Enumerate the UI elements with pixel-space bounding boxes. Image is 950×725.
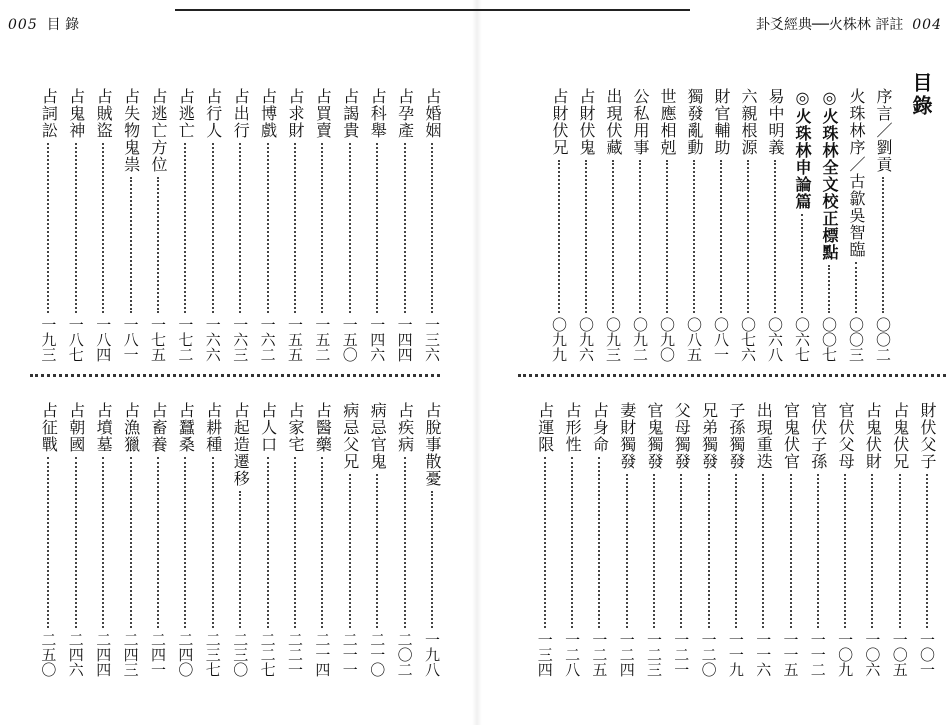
toc-entry-title: 占朝國 <box>66 402 86 453</box>
toc-entry-title: 占征戰 <box>39 402 59 453</box>
toc-leader-dots <box>666 160 668 313</box>
toc-leader-dots <box>720 160 722 313</box>
toc-entry-title: 出現重迭 <box>754 402 774 470</box>
toc-entry-page: 二四三 <box>121 632 140 677</box>
toc-entry <box>754 402 772 677</box>
toc-entry <box>820 88 838 362</box>
toc-entry-title: 妻財獨發 <box>617 402 637 470</box>
toc-entry <box>313 402 331 677</box>
toc-entry <box>94 88 112 362</box>
toc-leader-dots <box>431 491 433 628</box>
toc-entry <box>618 402 636 677</box>
toc-entry <box>918 402 936 677</box>
toc-entry <box>176 402 194 677</box>
toc-entry-page: 二四一 <box>149 632 167 677</box>
toc-leader-dots <box>598 457 600 628</box>
toc-entry <box>577 88 595 362</box>
toc-entry-page: 一一二 <box>808 632 827 677</box>
toc-entry-title: 父母獨發 <box>672 402 692 470</box>
toc-entry-page: 一二三 <box>645 632 663 677</box>
toc-entry-page: 〇九二 <box>631 317 649 362</box>
toc-entry-title: ◎火珠林全文校正標點 <box>820 88 839 261</box>
right-section-divider <box>518 374 946 377</box>
right-running-title: 卦爻經典──火株林 評註 <box>756 17 904 33</box>
toc-entry <box>739 88 757 362</box>
toc-leader-dots <box>75 143 77 313</box>
left-running-title: 目 錄 <box>46 17 80 33</box>
toc-entry <box>341 402 359 677</box>
toc-entry-title: 易中明義 <box>766 88 785 156</box>
toc-entry-page: 二三七 <box>203 632 222 677</box>
toc-entry <box>94 402 112 677</box>
right-page-number: 004 <box>912 17 942 33</box>
toc-entry-title: 占醫藥 <box>313 402 333 453</box>
toc-entry-title: 占失物鬼祟 <box>121 88 141 173</box>
toc-entry-page: 二一〇 <box>368 632 387 677</box>
toc-entry <box>259 88 277 362</box>
toc-leader-dots <box>882 177 884 313</box>
toc-leader-dots <box>267 143 269 313</box>
toc-entry-page: 一一六 <box>754 632 773 677</box>
toc-entry-title: ◎火珠林申論篇 <box>793 88 812 210</box>
toc-leader-dots <box>680 474 682 628</box>
toc-entry <box>863 402 881 677</box>
toc-entry <box>396 402 414 677</box>
toc-entry-page: 一五〇 <box>340 317 359 362</box>
toc-leader-dots <box>212 143 214 313</box>
left-page-header <box>8 14 79 34</box>
toc-entry-title: 占婚姻 <box>423 88 442 139</box>
toc-entry-page: 一三六 <box>423 317 441 362</box>
toc-entry <box>396 88 414 362</box>
toc-entry-page: 二三〇 <box>231 632 250 677</box>
toc-entry <box>313 88 331 362</box>
toc-entry-title: 官鬼獨發 <box>645 402 664 470</box>
toc-entry <box>727 402 745 677</box>
toc-leader-dots <box>157 457 159 628</box>
toc-entry <box>423 402 441 677</box>
toc-entry-page: 一二四 <box>617 632 636 677</box>
toc-entry-title: 占人口 <box>258 402 278 453</box>
toc-entry <box>604 88 622 362</box>
toc-leader-dots <box>239 143 241 313</box>
toc-entry <box>809 402 827 677</box>
toc-entry <box>286 88 304 362</box>
toc-entry <box>847 88 865 362</box>
toc-entry <box>782 402 800 677</box>
toc-entry-title: 占孕產 <box>395 88 415 139</box>
toc-entry-page: 一九八 <box>423 632 441 677</box>
toc-leader-dots <box>349 143 351 313</box>
toc-entry-title: 占出行 <box>231 88 251 139</box>
toc-entry-page: 一〇五 <box>890 632 909 677</box>
toc-entry-page: 一九三 <box>39 317 58 362</box>
toc-leader-dots <box>130 177 132 313</box>
toc-entry-page: 二一一 <box>340 632 359 677</box>
header-rule <box>175 9 690 11</box>
toc-entry <box>368 88 386 362</box>
toc-leader-dots <box>102 143 104 313</box>
toc-leader-dots <box>47 457 49 628</box>
toc-entry <box>563 402 581 677</box>
toc-entry-page: 一六六 <box>203 317 222 362</box>
toc-entry <box>39 402 57 677</box>
toc-entry-page: 一四六 <box>368 317 387 362</box>
toc-leader-dots <box>431 143 433 313</box>
toc-entry-title: 火珠林序／古歙吳智臨 <box>847 88 866 258</box>
toc-entry-title: 病忌父兄 <box>340 402 360 470</box>
toc-entry-page: 〇六八 <box>766 317 784 362</box>
toc-entry-title: 占疾病 <box>395 402 415 453</box>
toc-leader-dots <box>267 457 269 628</box>
toc-entry-page: 二五〇 <box>39 632 58 677</box>
toc-entry <box>204 402 222 677</box>
toc-entry-title: 占科舉 <box>368 88 388 139</box>
toc-entry <box>341 88 359 362</box>
toc-leader-dots <box>639 160 641 313</box>
toc-leader-dots <box>571 457 573 628</box>
toc-entry <box>590 402 608 677</box>
toc-leader-dots <box>828 265 830 313</box>
toc-entry <box>259 402 277 677</box>
left-section-divider <box>30 374 440 377</box>
toc-entry-title: 占運限 <box>535 402 555 453</box>
toc-entry-title: 財伏父子 <box>918 402 937 470</box>
toc-entry <box>550 88 568 362</box>
toc-leader-dots <box>708 474 710 628</box>
book-spine <box>472 0 482 725</box>
toc-entry <box>766 88 784 362</box>
toc-leader-dots <box>75 457 77 628</box>
toc-entry-page: 一〇六 <box>863 632 882 677</box>
toc-entry-page: 一一五 <box>781 632 800 677</box>
toc-entry-page: 一二五 <box>590 632 609 677</box>
toc-entry-page: 二四六 <box>66 632 85 677</box>
toc-entry-title: 世應相剋 <box>658 88 677 156</box>
toc-leader-dots <box>376 143 378 313</box>
toc-entry <box>39 88 57 362</box>
toc-leader-dots <box>321 143 323 313</box>
toc-leader-dots <box>404 457 406 628</box>
toc-entry-title: 占身命 <box>590 402 610 453</box>
toc-entry <box>231 88 249 362</box>
toc-leader-dots <box>817 474 819 628</box>
toc-entry-page: 二二七 <box>258 632 277 677</box>
toc-leader-dots <box>376 474 378 628</box>
toc-entry-page: 一〇一 <box>918 632 936 677</box>
toc-entry-title: 占財伏兄 <box>550 88 569 156</box>
toc-entry-page: 〇九六 <box>577 317 595 362</box>
toc-entry-page: 一七二 <box>176 317 195 362</box>
toc-entry-page: 一五二 <box>313 317 332 362</box>
toc-entry-page: 一一九 <box>726 632 745 677</box>
toc-leader-dots <box>212 457 214 628</box>
toc-entry-title: 占墳墓 <box>94 402 114 453</box>
toc-entry <box>176 88 194 362</box>
toc-entry <box>631 88 649 362</box>
toc-entry-page: 〇六七 <box>793 317 811 362</box>
toc-leader-dots <box>294 143 296 313</box>
toc-entry-page: 一二一 <box>672 632 691 677</box>
toc-entry <box>536 402 554 677</box>
toc-entry-page: 二一四 <box>313 632 332 677</box>
toc-entry <box>712 88 730 362</box>
toc-entry-title: 占漁獵 <box>121 402 141 453</box>
toc-entry-title: 六親根源 <box>739 88 758 156</box>
toc-leader-dots <box>321 457 323 628</box>
toc-entry-page: 一八四 <box>94 317 113 362</box>
toc-entry-page: 〇七六 <box>739 317 757 362</box>
toc-entry-title: 占形性 <box>563 402 583 453</box>
toc-leader-dots <box>239 491 241 628</box>
toc-leader-dots <box>157 177 159 313</box>
toc-entry-page: 一三四 <box>535 632 554 677</box>
toc-entry-page: 〇九三 <box>604 317 622 362</box>
toc-leader-dots <box>747 160 749 313</box>
toc-entry-page: 一四四 <box>395 317 414 362</box>
toc-entry <box>149 88 167 362</box>
toc-leader-dots <box>294 457 296 628</box>
toc-entry-title: 占脫事散憂 <box>423 402 442 487</box>
toc-leader-dots <box>871 474 873 628</box>
toc-leader-dots <box>693 160 695 313</box>
toc-entry <box>231 402 249 677</box>
toc-leader-dots <box>184 143 186 313</box>
toc-leader-dots <box>47 143 49 313</box>
toc-entry <box>122 88 140 362</box>
toc-entry-page: 二〇二 <box>395 632 414 677</box>
toc-entry-page: 一八七 <box>66 317 85 362</box>
toc-entry-page: 二四〇 <box>176 632 195 677</box>
toc-entry-page: 〇〇二 <box>874 317 892 362</box>
toc-entry-title: 占耕種 <box>203 402 223 453</box>
toc-entry-title: 占買賣 <box>313 88 333 139</box>
toc-entry-title: 公私用事 <box>631 88 650 156</box>
toc-entry-title: 官伏子孫 <box>808 402 828 470</box>
toc-leader-dots <box>184 457 186 628</box>
toc-leader-dots <box>801 214 803 313</box>
toc-leader-dots <box>626 474 628 628</box>
toc-entry <box>874 88 892 362</box>
toc-entry-title: 占賊盜 <box>94 88 114 139</box>
toc-entry-page: 二四四 <box>94 632 113 677</box>
toc-entry-title: 官鬼伏官 <box>781 402 801 470</box>
toc-entry <box>423 88 441 362</box>
toc-entry-title: 序言／劉貢 <box>874 88 893 173</box>
toc-entry <box>672 402 690 677</box>
toc-entry-title: 占求財 <box>286 88 305 139</box>
toc-leader-dots <box>404 143 406 313</box>
toc-entry-page: 一二〇 <box>699 632 718 677</box>
toc-entry-title: 占鬼伏財 <box>863 402 883 470</box>
toc-entry <box>836 402 854 677</box>
toc-entry-title: 占博戲 <box>258 88 278 139</box>
toc-leader-dots <box>585 160 587 313</box>
toc-entry <box>793 88 811 362</box>
toc-entry-page: 〇八五 <box>685 317 703 362</box>
toc-entry <box>645 402 663 677</box>
toc-entry-page: 一六三 <box>231 317 250 362</box>
toc-entry-title: 占家宅 <box>286 402 305 453</box>
toc-entry <box>891 402 909 677</box>
toc-entry-title: 占詞訟 <box>39 88 59 139</box>
toc-entry-page: 一八一 <box>121 317 140 362</box>
toc-entry-page: 一六二 <box>258 317 277 362</box>
toc-entry-title: 占謁貴 <box>340 88 360 139</box>
toc-entry <box>149 402 167 677</box>
toc-entry-page: 〇〇三 <box>847 317 865 362</box>
toc-entry-title: 占財伏鬼 <box>577 88 596 156</box>
toc-entry <box>204 88 222 362</box>
toc-entry <box>286 402 304 677</box>
toc-entry-title: 病忌官鬼 <box>368 402 388 470</box>
toc-leader-dots <box>130 457 132 628</box>
toc-entry-title: 占鬼伏兄 <box>890 402 910 470</box>
toc-entry-title: 占逃亡方位 <box>149 88 168 173</box>
toc-entry-title: 占鬼神 <box>66 88 86 139</box>
toc-leader-dots <box>899 474 901 628</box>
toc-leader-dots <box>349 474 351 628</box>
toc-entry <box>368 402 386 677</box>
toc-entry-title: 兄弟獨發 <box>699 402 719 470</box>
toc-leader-dots <box>844 474 846 628</box>
toc-leader-dots <box>735 474 737 628</box>
toc-leader-dots <box>790 474 792 628</box>
toc-entry-title: 財官輔助 <box>712 88 731 156</box>
toc-entry <box>658 88 676 362</box>
toc-entry-title: 子孫獨發 <box>726 402 746 470</box>
left-page-number: 005 <box>8 17 38 33</box>
toc-entry-title: 占畜養 <box>149 402 168 453</box>
toc-entry-title: 官伏父母 <box>836 402 856 470</box>
toc-entry-page: 一五五 <box>286 317 304 362</box>
toc-entry-page: 一七五 <box>149 317 167 362</box>
toc-entry-page: 二二一 <box>286 632 304 677</box>
toc-entry-title: 獨發亂動 <box>685 88 704 156</box>
toc-entry-page: 一二八 <box>563 632 582 677</box>
toc-entry <box>122 402 140 677</box>
toc-entry <box>685 88 703 362</box>
toc-leader-dots <box>774 160 776 313</box>
toc-leader-dots <box>558 160 560 313</box>
toc-leader-dots <box>762 474 764 628</box>
toc-entry-page: 〇〇七 <box>820 317 838 362</box>
toc-entry <box>700 402 718 677</box>
right-page-header <box>756 14 942 34</box>
toc-entry-page: 〇九〇 <box>658 317 676 362</box>
toc-entry-page: 〇九九 <box>550 317 568 362</box>
toc-entry-title: 占起造遷移 <box>231 402 251 487</box>
toc-entry-title: 出現伏藏 <box>604 88 623 156</box>
toc-entry-title: 占逃亡 <box>176 88 196 139</box>
toc-leader-dots <box>102 457 104 628</box>
toc-leader-dots <box>855 262 857 313</box>
toc-entry-page: 〇八一 <box>712 317 730 362</box>
toc-entry-title: 占蠶桑 <box>176 402 196 453</box>
toc-entry <box>67 402 85 677</box>
toc-entry-title: 占行人 <box>203 88 223 139</box>
toc-entry-page: 一〇九 <box>836 632 855 677</box>
toc-leader-dots <box>544 457 546 628</box>
toc-title: 目錄 <box>909 72 933 118</box>
toc-entry <box>67 88 85 362</box>
toc-leader-dots <box>926 474 928 628</box>
toc-leader-dots <box>653 474 655 628</box>
toc-leader-dots <box>612 160 614 313</box>
